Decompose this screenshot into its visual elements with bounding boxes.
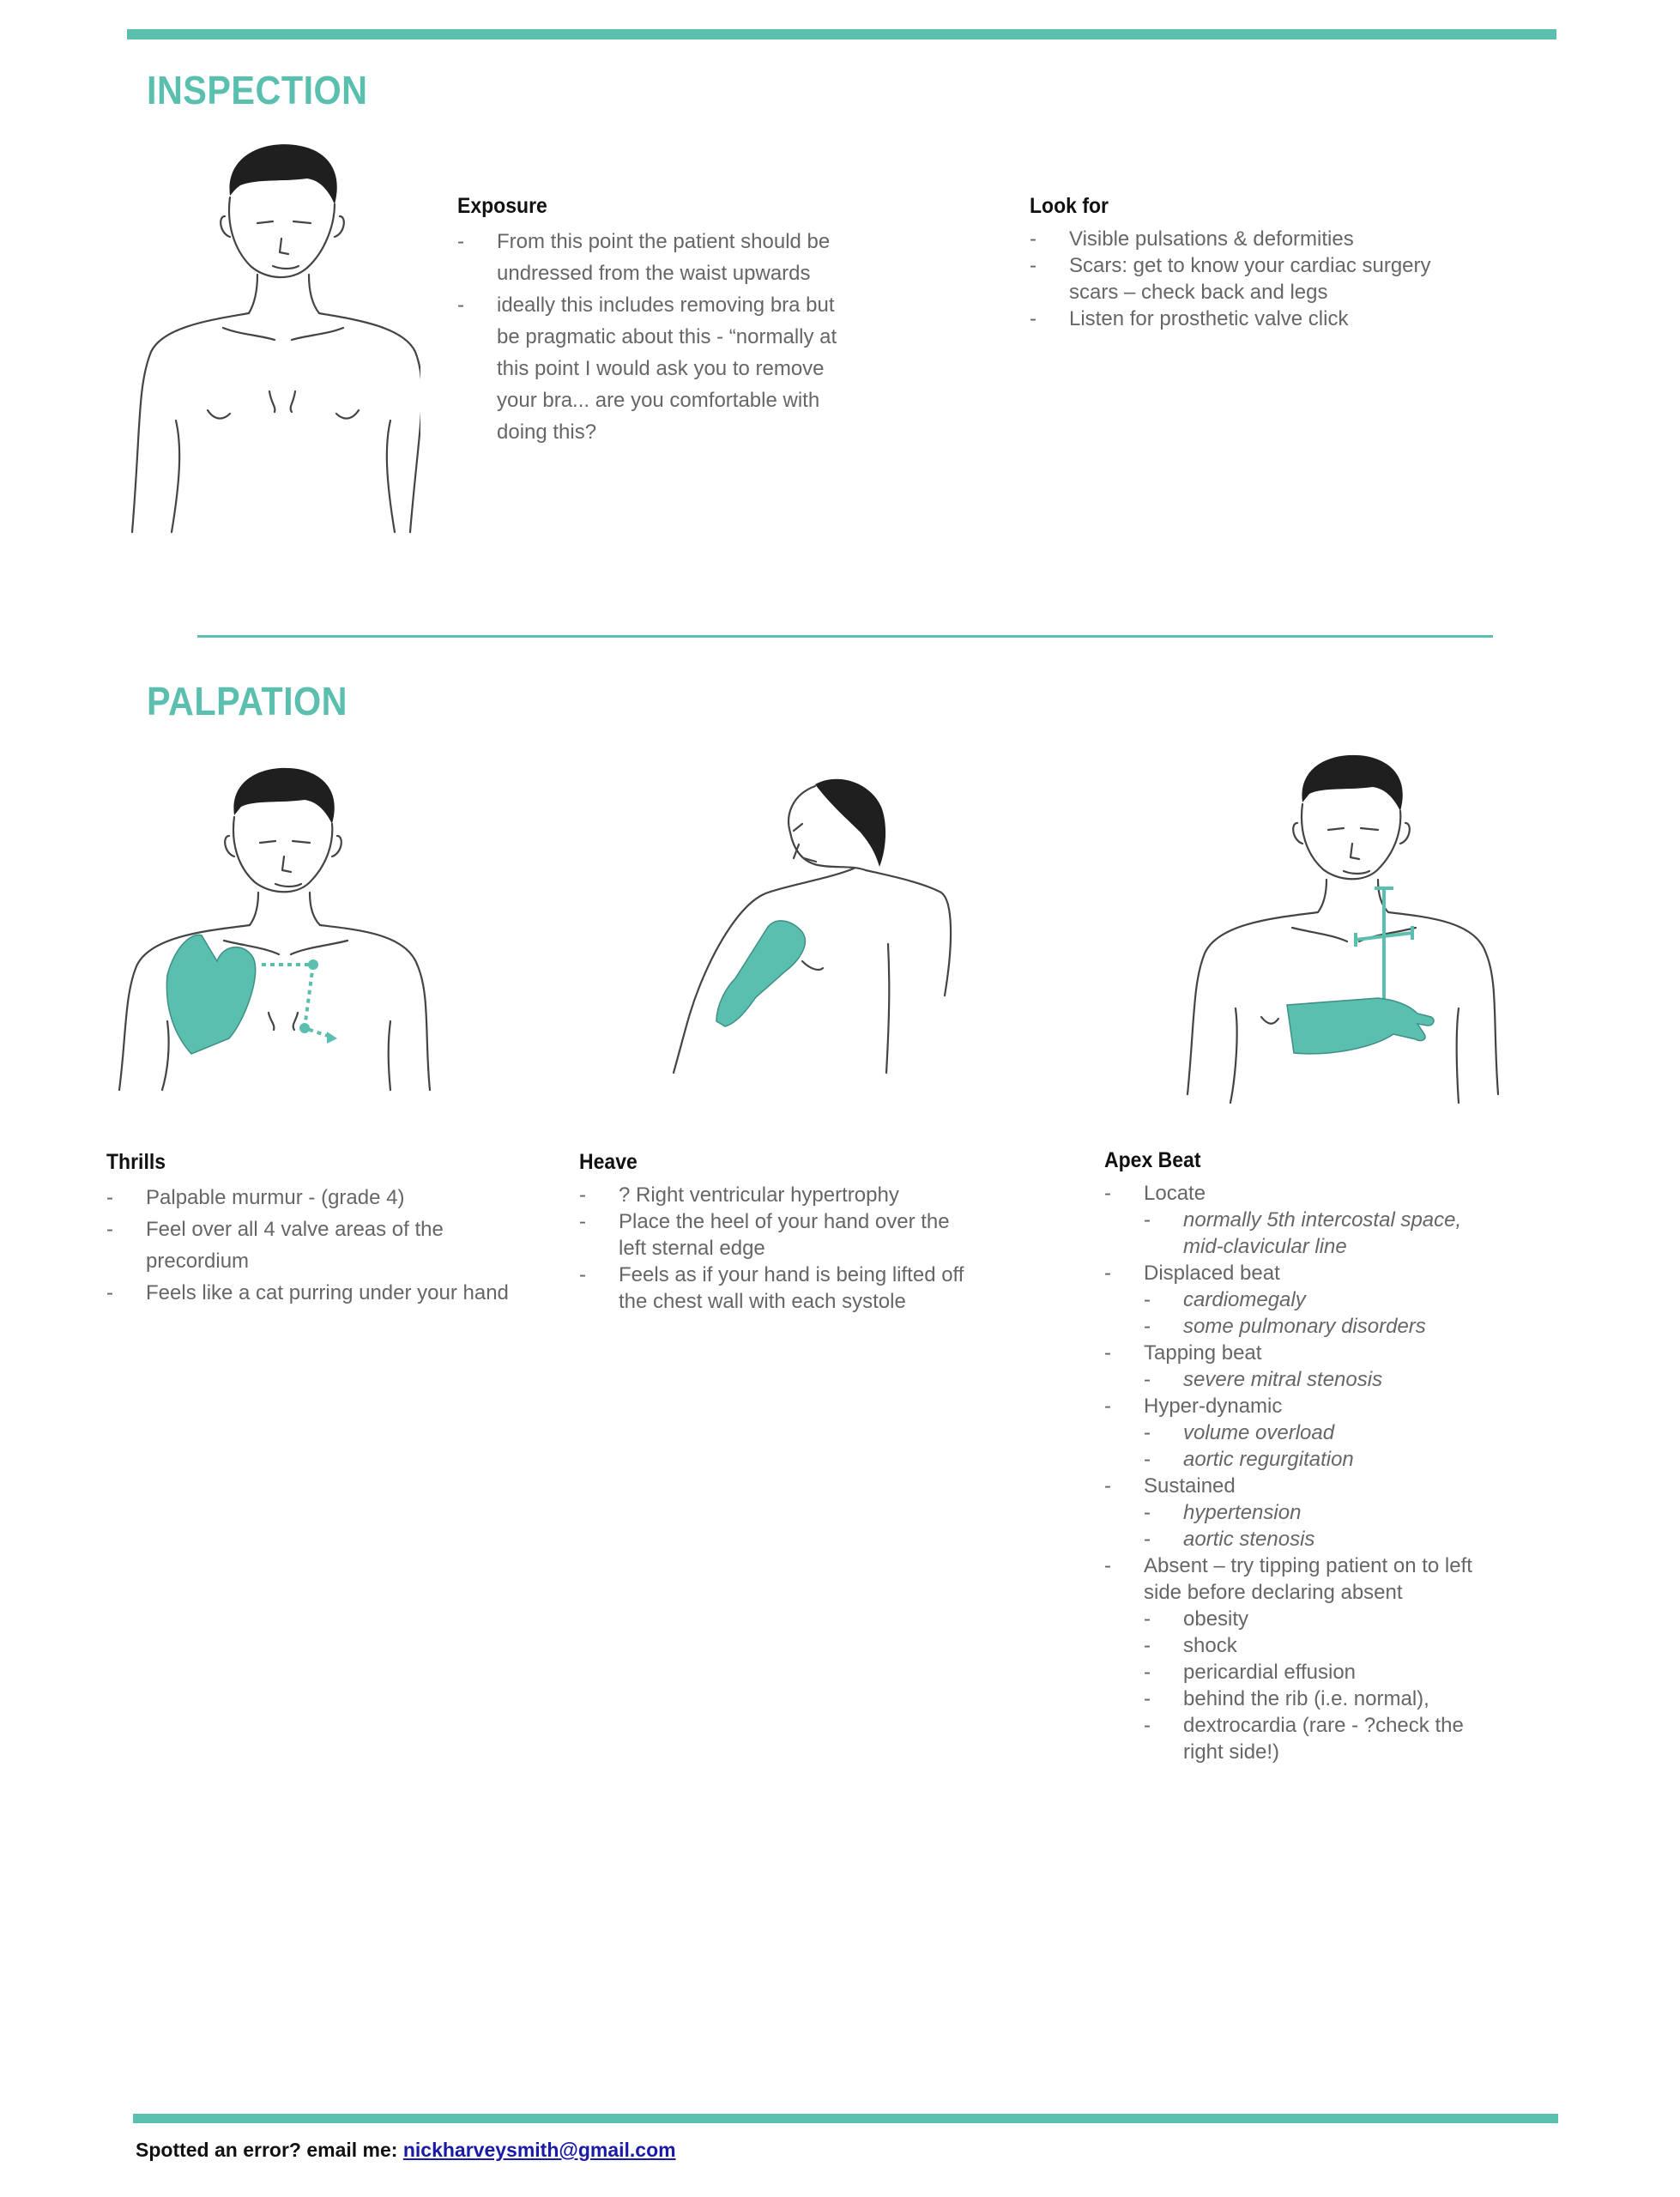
sub-item: - severe mitral stenosis xyxy=(1144,1366,1499,1393)
sub-list xyxy=(1144,1499,1499,1552)
sub-item: - pericardial effusion xyxy=(1144,1659,1499,1686)
sub-item: - normally 5th intercostal space, mid-clavicular line xyxy=(1144,1207,1499,1260)
list-item xyxy=(1104,1180,1499,1260)
list-item xyxy=(1104,1552,1499,1765)
thrills-illustration xyxy=(116,764,433,1098)
sub-list xyxy=(1144,1207,1499,1260)
palpation-heading: PALPATION xyxy=(147,679,348,723)
list-item: - Feels as if your hand is being lifted off the chest wall with each systole xyxy=(579,1262,982,1315)
apex-beat-list xyxy=(1104,1180,1499,1765)
sub-list xyxy=(1144,1419,1499,1473)
apex-item-label: Locate xyxy=(1144,1182,1206,1205)
thrills-section xyxy=(106,1150,535,1309)
list-item xyxy=(1104,1260,1499,1340)
apex-item-label: Tapping beat xyxy=(1144,1341,1262,1365)
footer-text: Spotted an error? email me: xyxy=(136,2139,403,2161)
apex-beat-title: Apex Beat xyxy=(1104,1148,1201,1172)
sub-item: - behind the rib (i.e. normal), xyxy=(1144,1686,1499,1712)
look-for-section xyxy=(1030,194,1433,332)
sub-list xyxy=(1144,1286,1499,1340)
exposure-list xyxy=(457,226,861,448)
exposure-title: Exposure xyxy=(457,194,547,218)
apex-beat-section xyxy=(1104,1148,1499,1765)
list-item: - Feels like a cat purring under your hand xyxy=(106,1277,535,1309)
section-divider xyxy=(197,635,1493,638)
bottom-divider xyxy=(133,2114,1558,2123)
sub-list xyxy=(1144,1606,1499,1765)
list-item: - ideally this includes removing bra but be pragmatic about this - “normally at this point I would ask you to remove your bra... are you comfortable with doing this? xyxy=(457,289,861,448)
apex-item-label: Displaced beat xyxy=(1144,1262,1280,1285)
sub-item: - aortic regurgitation xyxy=(1144,1446,1499,1473)
thrills-title: Thrills xyxy=(106,1150,166,1174)
look-for-list xyxy=(1030,226,1433,332)
list-item: - Scars: get to know your cardiac surgery scars – check back and legs xyxy=(1030,252,1433,306)
apex-item-label: Hyper-dynamic xyxy=(1144,1395,1283,1418)
footer xyxy=(136,2139,676,2162)
list-item: - Place the heel of your hand over the left sternal edge xyxy=(579,1208,982,1262)
list-item: - Palpable murmur - (grade 4) xyxy=(106,1182,535,1213)
sub-item: - cardiomegaly xyxy=(1144,1286,1499,1313)
heave-list xyxy=(579,1182,982,1315)
sub-item: - some pulmonary disorders xyxy=(1144,1313,1499,1340)
heave-section xyxy=(579,1150,982,1315)
exposure-section xyxy=(457,194,861,448)
thrills-list xyxy=(106,1182,535,1309)
sub-item: - obesity xyxy=(1144,1606,1499,1632)
look-for-title: Look for xyxy=(1030,194,1109,218)
list-item: - From this point the patient should be undressed from the waist upwards xyxy=(457,226,861,289)
apex-item-label: Sustained xyxy=(1144,1474,1236,1498)
sub-list xyxy=(1144,1366,1499,1393)
apex-beat-illustration xyxy=(1184,751,1502,1111)
list-item xyxy=(1104,1393,1499,1473)
sub-item: - shock xyxy=(1144,1632,1499,1659)
list-item: - ? Right ventricular hypertrophy xyxy=(579,1182,982,1208)
list-item xyxy=(1104,1473,1499,1552)
email-link[interactable]: nickharveysmith@gmail.com xyxy=(402,2139,676,2161)
sub-item: - aortic stenosis xyxy=(1144,1526,1499,1552)
heave-title: Heave xyxy=(579,1150,638,1174)
list-item: - Feel over all 4 valve areas of the precordium xyxy=(106,1213,535,1277)
list-item: - Listen for prosthetic valve click xyxy=(1030,306,1433,332)
apex-item-label: Absent – try tipping patient on to left side before declaring absent xyxy=(1144,1554,1472,1604)
top-divider xyxy=(127,29,1556,39)
patient-torso-illustration xyxy=(129,137,420,541)
sub-item: - volume overload xyxy=(1144,1419,1499,1446)
sub-item: - hypertension xyxy=(1144,1499,1499,1526)
heave-illustration xyxy=(665,772,965,1081)
list-item: - Visible pulsations & deformities xyxy=(1030,226,1433,252)
list-item xyxy=(1104,1340,1499,1393)
inspection-heading: INSPECTION xyxy=(147,68,368,112)
sub-item: - dextrocardia (rare - ?check the right side!) xyxy=(1144,1712,1499,1765)
